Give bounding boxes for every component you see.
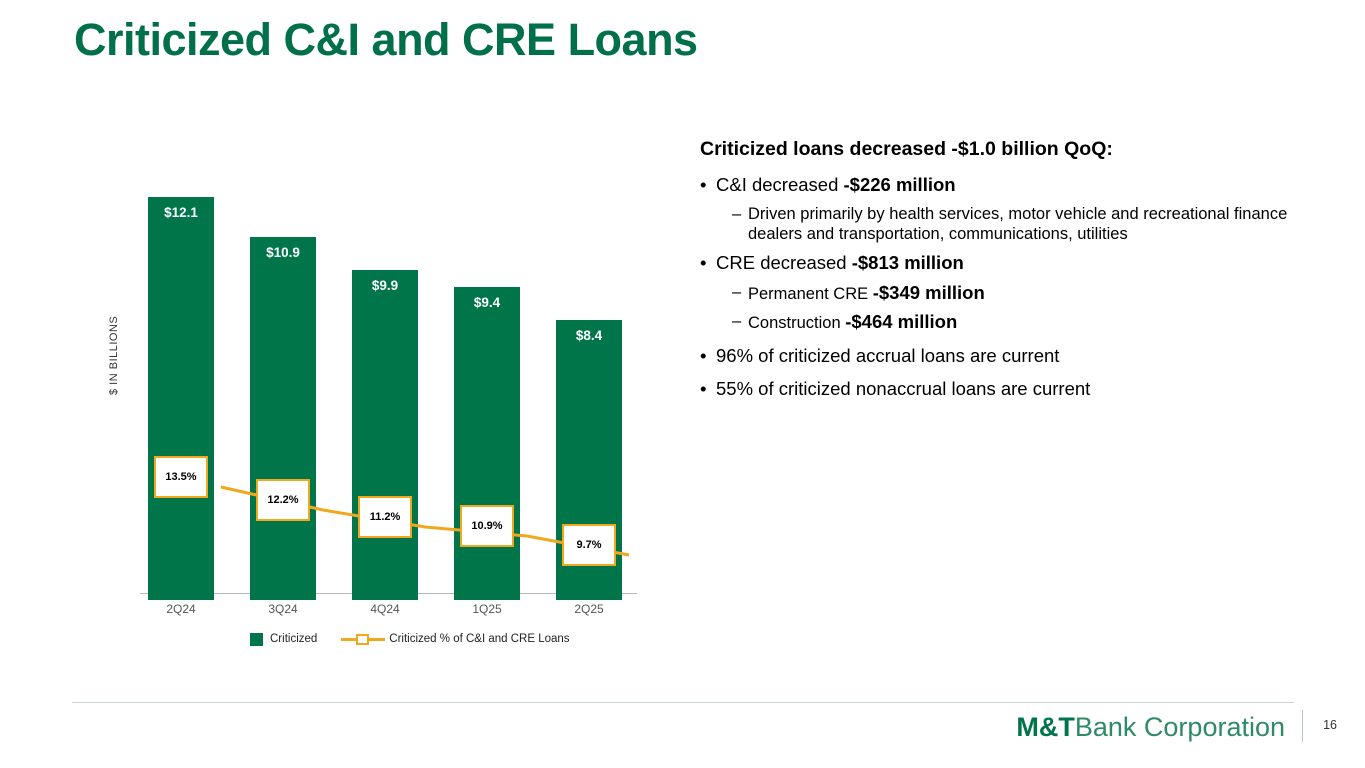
bar-value-label: $9.4: [473, 295, 501, 310]
legend-item-criticized: [250, 633, 317, 646]
bar-value-label: $10.9: [266, 245, 300, 260]
bullet-item: [700, 251, 1300, 275]
brand-mt: M&T: [1016, 712, 1075, 742]
bar-value-label: $8.4: [575, 328, 603, 343]
footer-divider: [72, 702, 1294, 703]
pct-label-2q24: 13.5%: [154, 456, 208, 498]
bullet-marker: •: [700, 344, 707, 366]
commentary-panel: [700, 138, 1300, 408]
bullet-text: 55% of criticized nonaccrual loans are current: [716, 378, 1091, 400]
y-axis-label: $ IN BILLIONS: [108, 315, 120, 395]
sub-bullet-text-plain: Construction: [748, 314, 846, 333]
x-tick-1q25: 1Q25: [472, 602, 502, 616]
sub-bullet-item: [732, 311, 1300, 334]
bullet-marker: •: [700, 378, 707, 400]
pct-label-4q24: 11.2%: [358, 496, 412, 538]
bullet-text-plain: C&I decreased: [716, 174, 844, 195]
bullet-text-bold: -$226 million: [843, 174, 956, 195]
x-tick-3q24: 3Q24: [268, 602, 298, 616]
sub-bullet-marker: –: [732, 312, 742, 331]
commentary-heading: Criticized loans decreased -$1.0 billion QoQ:: [700, 138, 1113, 160]
page-number: 16: [1323, 718, 1337, 732]
pct-label-2q25: 9.7%: [562, 524, 616, 566]
bullet-text: [716, 173, 956, 197]
sub-bullet-text: [748, 311, 957, 334]
page-title: Criticized C&I and CRE Loans: [74, 14, 698, 65]
legend-line-marker-icon: [341, 632, 385, 646]
legend-label-criticized-pct: Criticized % of C&I and CRE Loans: [389, 633, 570, 645]
criticized-loans-chart: [100, 150, 660, 670]
x-tick-4q24: 4Q24: [370, 602, 400, 616]
sub-bullet-marker: –: [732, 282, 742, 301]
chart-legend: [250, 632, 594, 646]
brand-rest: Bank Corporation: [1074, 712, 1285, 742]
bar-value-label: $12.1: [164, 205, 198, 220]
brand-divider: [1302, 710, 1303, 742]
brand-logo: [1016, 712, 1285, 743]
sub-bullet-text-bold: -$349 million: [872, 281, 985, 303]
sub-bullet-text-plain: Permanent CRE: [748, 284, 873, 303]
sub-bullet-item: [732, 282, 1300, 305]
bullet-text: 96% of criticized accrual loans are current: [716, 344, 1060, 366]
bullet-item: [700, 173, 1300, 197]
pct-label-1q25: 10.9%: [460, 505, 514, 547]
bullet-item: [700, 344, 1300, 368]
plot-area: [140, 160, 640, 600]
sub-bullet-text: Driven primarily by health services, motor vehicle and recreational finance dealers and transportation, communications, utilities: [748, 204, 1288, 243]
bullet-item: [700, 377, 1300, 401]
bullet-marker: •: [700, 251, 707, 273]
bar-value-label: $9.9: [371, 278, 399, 293]
sub-bullet-marker: –: [732, 204, 742, 223]
bullet-text-plain: CRE decreased: [716, 251, 852, 273]
x-tick-2q24: 2Q24: [166, 602, 196, 616]
legend-label-criticized: Criticized: [270, 633, 318, 645]
bullet-text-bold: -$813 million: [851, 251, 964, 273]
x-tick-2q25: 2Q25: [574, 602, 604, 616]
sub-bullet-item: [732, 204, 1300, 244]
sub-bullet-text-bold: -$464 million: [845, 311, 958, 333]
pct-label-3q24: 12.2%: [256, 479, 310, 521]
legend-swatch-icon: [250, 633, 263, 646]
bullet-text: [716, 251, 964, 275]
sub-bullet-text: [748, 282, 985, 305]
bullet-marker: •: [700, 174, 707, 195]
legend-item-criticized-pct: [341, 632, 569, 646]
